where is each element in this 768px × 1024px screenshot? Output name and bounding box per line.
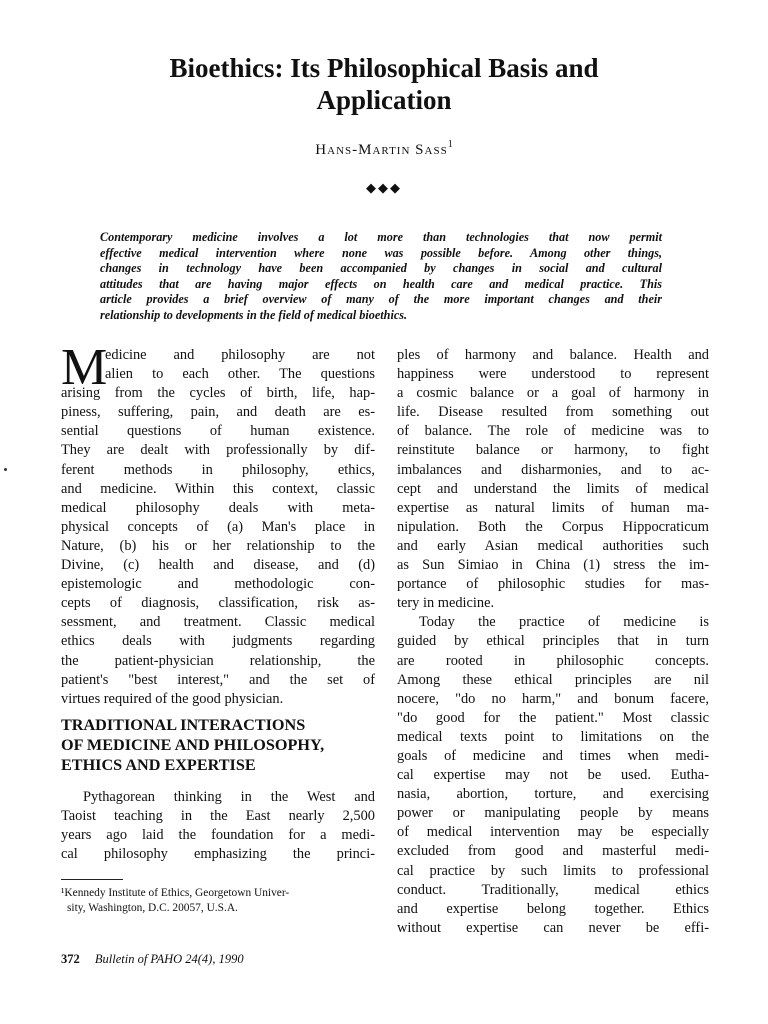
body-line: goals of medicine and times when medi-: [397, 747, 709, 764]
body-line: ples of harmony and balance. Health and: [397, 347, 709, 363]
body-line: They are dealt with professionally by dif-: [61, 442, 375, 459]
body-line: Nature, (b) his or her relationship to the: [61, 537, 375, 554]
page-footer: [61, 952, 244, 967]
body-line: cal philosophy emphasizing the princi-: [61, 846, 375, 863]
drop-cap: M: [61, 339, 108, 396]
title-line-2: Application: [316, 85, 452, 115]
footnote: [61, 886, 377, 916]
body-line: and expertise belong together. Ethics: [397, 900, 709, 917]
body-line: are rooted in philosophic concepts.: [397, 652, 709, 669]
page-number: 372: [61, 952, 80, 966]
body-line: Today the practice of medicine is: [419, 614, 709, 631]
body-line: of medical intervention may be especially: [397, 824, 709, 841]
body-line: as Sun Simiao in China (1) stress the im-: [397, 557, 709, 574]
body-line: the patient-physician relationship, the: [61, 652, 375, 669]
abstract-line: article provides a brief overview of many of the more important changes and their: [100, 292, 662, 306]
body-line: physical concepts of (a) Man's place in: [61, 518, 375, 535]
heading-line: OF MEDICINE AND PHILOSOPHY,: [61, 736, 325, 754]
body-line: nasia, abortion, torture, and exercising: [397, 786, 709, 803]
body-line: reinstitute balance or harmony, to fight: [397, 442, 709, 459]
body-line: arising from the cycles of birth, life, hap-: [61, 385, 375, 402]
left-column-intro: [61, 339, 375, 709]
body-line: a cosmic balance or a goal of harmony in: [397, 385, 709, 402]
body-line: patient's "best interest," and the set of: [61, 671, 375, 688]
body-line: power or manipulating people by means: [397, 805, 709, 822]
abstract-line: relationship to developments in the field of medical bioethics.: [100, 307, 408, 322]
body-line: years ago laid the foundation for a medi-: [61, 827, 375, 844]
right-column: [397, 346, 709, 938]
body-line: piness, suffering, pain, and death are es-: [61, 404, 375, 421]
author-byline: [0, 140, 768, 159]
body-line: edicine and philosophy are not: [105, 347, 375, 363]
article-title: [60, 52, 708, 116]
abstract-line: changes in technology have been accompanied by changes in social and cultural: [100, 261, 662, 275]
body-line: epistemologic and methodologic con-: [61, 576, 375, 593]
body-line: nipulation. Both the Corpus Hippocraticum: [397, 518, 709, 535]
section-heading: [61, 715, 375, 775]
body-line: tery in medicine.: [397, 595, 495, 612]
journal-citation: Bulletin of PAHO 24(4), 1990: [94, 952, 244, 966]
body-line: expertise as natural limits of human ma-: [397, 499, 709, 516]
body-line: nocere, "do no harm," and bonum facere,: [397, 690, 709, 707]
left-column-section-text: [61, 788, 375, 864]
body-line: Taoist teaching in the East nearly 2,500: [61, 808, 375, 825]
body-line: cal expertise may not be used. Eutha-: [397, 767, 709, 784]
abstract: [100, 230, 662, 323]
body-line: ethics deals with judgments regarding: [61, 633, 375, 650]
abstract-line: Contemporary medicine involves a lot more than technologies that now permit: [100, 230, 662, 244]
title-line-1: Bioethics: Its Philosophical Basis and: [169, 53, 599, 83]
footnote-line: sity, Washington, D.C. 20057, U.S.A.: [67, 902, 238, 914]
body-line: of balance. The role of medicine was to: [397, 423, 709, 440]
body-line: without expertise can never be effi-: [397, 919, 709, 936]
body-line: imbalances and disharmonies, and to ac-: [397, 461, 709, 478]
body-line: Among these ethical principles are nil: [397, 671, 709, 688]
body-line: excluded from good and masterful medi-: [397, 843, 709, 860]
body-line: conduct. Traditionally, medical ethics: [397, 881, 709, 898]
body-line: alien to each other. The questions: [105, 366, 375, 383]
body-line: cepts of diagnosis, classification, risk as-: [61, 595, 375, 612]
body-line: portance of philosophic studies for mas-: [397, 576, 709, 593]
heading-line: TRADITIONAL INTERACTIONS: [61, 716, 306, 734]
body-line: guided by ethical principles that in turn: [397, 633, 709, 650]
scan-speck: [4, 468, 7, 471]
body-line: cal practice by such limits to professional: [397, 862, 709, 879]
footnote-divider: [61, 879, 123, 880]
body-line: happiness were understood to represent: [397, 366, 709, 383]
body-line: cept and understand the limits of medical: [397, 480, 709, 497]
body-line: sessment, and treatment. Classic medical: [61, 614, 375, 631]
body-line: "do good for the patient." Most classic: [397, 709, 709, 726]
body-line: Pythagorean thinking in the West and: [83, 789, 375, 805]
body-line: and medicine. Within this context, classic: [61, 480, 375, 497]
body-line: Divine, (c) health and disease, and (d): [61, 557, 375, 574]
abstract-line: effective medical intervention where none was possible before. Among other things,: [100, 245, 662, 260]
body-line: medical philosophy deals with meta-: [61, 499, 375, 516]
heading-line: ETHICS AND EXPERTISE: [61, 756, 256, 774]
body-line: medical texts point to limitations on the: [397, 728, 709, 745]
body-line: ferent methods in philosophy, ethics,: [61, 461, 375, 478]
body-line: and early Asian medical authorities such: [397, 537, 709, 554]
footnote-line: ¹Kennedy Institute of Ethics, Georgetown Univer-: [61, 887, 290, 899]
diamond-ornament-icon: ◆◆◆: [366, 180, 402, 195]
body-line: sential questions of human existence.: [61, 423, 375, 440]
abstract-line: attitudes that are having major effects on health care and medical practice. This: [100, 276, 662, 291]
author-name: Hans-Martin Sass: [315, 142, 448, 158]
author-footnote-marker: 1: [447, 139, 453, 150]
body-line: life. Disease resulted from something out: [397, 404, 709, 421]
body-line: virtues required of the good physician.: [61, 690, 284, 707]
